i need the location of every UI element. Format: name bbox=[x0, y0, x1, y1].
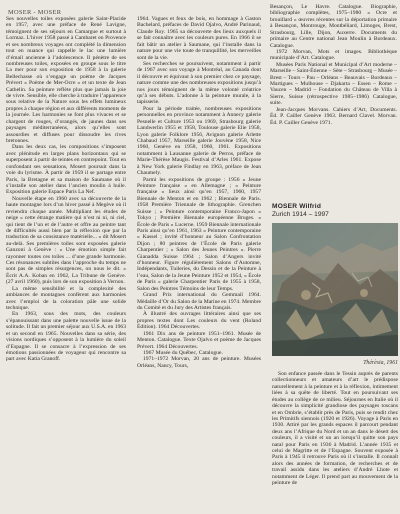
text-column-right-top bbox=[270, 4, 397, 200]
paragraph: Musées Paris National et Municipal d’Art moderne – Marseille – Saint-Étienne – Sète – Strasbourg – Musée – Brest – Tours – Pau – Orléans – Beauvais – Bordeaux – Martigues – Mulhouse – Djakarta – Essen – Rome – Vaucen – Madrid – Fondation du Château de Villa à Sierre, Suisse (rétrospective 1985–1986) Catalogue, suite. bbox=[270, 61, 397, 107]
text-column-right-bottom bbox=[272, 371, 398, 511]
paragraph: Dans les deux cas, les compositions s’imposent avec plénitude en larges plans horizontaux qui se superposent à partir de teintes en contrepoint. Tout en confondant ses sensations, Mosert poursuit dans la voie du lyrisme. À partir de 1959 il se partage entre Paris, la Bretagne et sa maison de Saumane où il s’installe son atelier dans l’ancien moulin à huile. Exposition galerie Espace Paris La Nef. bbox=[6, 144, 126, 196]
paragraph: La même sensibilité et la complexité des ambiances de montagnes confèrent aux harmonies avec l’emploi de la coloration pâle une solide technique. bbox=[6, 285, 126, 311]
paragraph: 1972 Morvan, Mots et images. Bibliothèque municipale d’Art. Catalogue. bbox=[270, 48, 397, 62]
artist-name: MOSER Wilfrid bbox=[272, 203, 322, 210]
paragraph: Besançon, Le Havre. Catalogue. Biographie, bibliographie complètes, 1975–1980 « Ocre et brouillard » œuvres récentes sur la déportation primaire à Besançon, Montrouge, Montbéliard, Limoges, Brest, Strasbourg, Lille, Dijon, Auxerre. Documents du primaire au Centre national Jean Moulin à Bordeaux. Catalogue. bbox=[270, 4, 397, 49]
text-column-middle bbox=[137, 16, 261, 510]
text-column-left bbox=[6, 16, 126, 512]
paragraph: À illustré des ouvrages littéraires ainsi que ses propres textes dont Les couleurs du vent (Roland Édition). 1964 Découvertes. bbox=[137, 311, 261, 331]
paragraph: Son enfance passée dans le Tessin auprès de parents collectionneurs et amateurs d’art le prédispose naturellement à la peinture et à la réflexion, intimement liées à sa quête de liberté. Tout en poursuivant ses études au collège de ce milieu. Séjournes en Italie où il découvre la simplicité grandiose des paysages toscans et en Ombrie, s’établit près de Paris, puis se rendit chez les Primitifs siennois (1920 et 1926). Voyage à Paris en 1930. Attiré par les grands espaces il parcourt pendant deux ans l’Afrique du Nord et un an dans le désert des couleurs, il a visité et un an lorsqu’il quitte son pays natal pour Paris en 1936 à Madrid. L’année 1935 et celui de Magritte et de l’Espagne. Souvent exposée à Paris à 1945 il retrouve Paris où il s’installe. Il connaît alors des années de formation, de recherches et de travail assidu dans les ateliers d’André Lhote et notamment de Léger. Il prend part au mouvement de la peinture de bbox=[272, 371, 398, 487]
paragraph: Pour la période traitée, nombreuses expositions personnelles en province notamment à Annecy galerie Pesnelle et Culture 1953 ou 1969, Strasbourg galerie Landwerlin 1955 et 1958, Toulouse galerie Elie 1958, Lyon galerie Folklore 1956, Avignon galerie Arlette Chabaud 1957, Marseille galerie Jouvène 1958, Nice 1960, Genève en 1958, 1960, 1961. Expositions notamment à Lausanne galerie de Perros, préface de Marie-Thérèse Maugis. Festival d’Arles 1961. Expose à New York galerie Findlay en 1963, préface de Jean Chaumely. bbox=[137, 105, 261, 177]
artist-dates: Zurich 1914 – 1997 bbox=[272, 211, 329, 218]
artist-entry-heading bbox=[272, 203, 397, 219]
running-head: MOSER - MOSER bbox=[8, 9, 62, 16]
painting-image bbox=[272, 223, 398, 356]
paragraph: 1961 Dix ans de peinture 1951–1961. Musée de Menton. Catalogue. Texte Ojalvo et poème de Jacques Prévert. 1964 Découvertes. bbox=[137, 330, 261, 350]
paragraph: Nouvelle étape en 1960 avec sa découverte de la haute montagne lors d’un hiver passé à Megève où il reviendra chaque année. Multipliant les études de neige « cette étrange matière qui n’est ni ni, ni ciel, qui tient de l’un et de l’autre et offre au peintre tant de difficultés aussi bien par la réflexion que par la traduction de sa consistance matérielle... » dit Mosert au-delà. Ses premières toiles sont exposées galerie Ganzoni à Genève : « Une émotion simple fait rayonner toutes ces toiles ... d’une grande harmonie. Ces résonances subtiles dans l’approche du temps ne sont pas de simples résurgences, on nous le dit. » Écrit A.A. Koban en 1962, La Tribune de Genève. (27 avril 1960), puis lors de son exposition à Vernon. bbox=[6, 195, 126, 286]
paragraph: 1971–1972 Morvan, 20 ans de peinture. Musées Orléans, Nancy, Tours, bbox=[137, 356, 261, 369]
paragraph: En 1963, sous des mots, des couleurs s’épanouissant dans une palette nouvelle issue de la solitude. Il fait un premier séjour aux U.S.A. en 1963 et un second en 1965. Nouvelles dans sa série, des visions nordiques s’opposent à la lumière du soleil d’Espagne. Il se consacre à l’expression de ses émotions passionnées de voyageur qui rencontre sa part avec Katia Granoff. bbox=[6, 311, 126, 363]
paragraph: Parmi les expositions de groupe : 1956 « Jeune Peinture française » en Allemagne ; « Peinture française » lieux ainsi qu’en 1957, 1960, 1957 Biennale de Menton et en 1962 ; Biennale de Paris. 1958 Première Triennale de lithographie. Grenchen Suisse ; « Peinture contemporaine Franco-Japon » Tokyo ; Première Biennale européenne Bruges. « École de Paris » Lucerne. 1959 Biennale internationale Paris ainsi qu’en 1961, 1963 « Peinture contemporaine » Kassel ; invité d’honneur au Salon Confrontation Dijon ; 80 peintres de l’École de Paris galerie Charpentier ; « Salon des Jeunes Peintres ». Pierre Gianadda Suisse 1964 ; Salon d’Angers invité d’honneur. Figure régulièrement Salons d’Automne, Indépendants, Tuileries, du Dessin et de la Peinture à l’eau, Salon de la Jeune Peinture 1952 et 1954, « École de Paris » galerie Charpentier Paris de 1955 à 1958, Salon des Peintres Témoins de leur Temps. bbox=[137, 176, 261, 292]
paragraph: 1967 Musée du Québec, Catalogue. bbox=[143, 349, 223, 356]
paragraph: Ses nouvelles toiles exposées galerie Saint-Placide en 1957, avec une préface de René Lavigne, témoignent de ses séjours en Camargue et surtout à Lormaz. L’hiver 1958 passé à Cambaret en Provence et ses nombreux voyages ont complété la dimension tout en nuance qui rappelle le lac une lumière d’émail ancienne à l’adolescence. Il pénètre de ses nombreuses toiles, exposées en groupe sous le titre La mer pour son exposition de 1958 à la galerie Bellechasse où s’engage un poème de Jacques Prévert « Poème de Mer-Ocre » et un texte de Jean Cathelin. Sa peinture reflète plus que jamais la joie de vivre. Sensible, elle cherche à traduire l’apparence sous relative de la Nature sous les effets lumineux propres à chaque région et aux différents moments de la journée. Les harmonies se font plus vivaces et se chargent de rouges, d’orangés, de jaunes dans ses paysages méditerranéens, alors qu’elles sont assourdies et diffuses pour dissoudre les rives bretonnes. bbox=[6, 16, 126, 145]
paragraph: 1964. Vagues et feux de bois, en hommage à Gaston Bachelard, préfaces de David Ojalvo, André Parinaud, Claude Roy. 1965 sa découverte des lieux auxquels il se fait connaître avec les couleurs pures. En 1966 il se fait bâtir un atelier à Saumane, qui l’installe dans la nature pour une vie toute de tranquillité, les merveilles sont de la vie. bbox=[137, 16, 261, 61]
painting-caption: Thérèsia, 1961 bbox=[363, 360, 398, 366]
paragraph: Jean-Jacques Morvans. Cahiers d’Art, Documents. Éd. P. Cailler Genève 1963. Bernard Clavel. Morvan. Éd. P. Cailler Genève 1971. bbox=[270, 106, 397, 126]
paragraph: Ses recherches se poursuivent, notamment à partir de 1967 avec son voyage à Montréal, au Canada dont il découvre et équivaut à son premier chez ce paysage, nature comme une des nombreuses expositions jusqu’à nos jours témoignent de la même volonté créatrice qu’à ses débuts. L’adonne à la peinture murale, à la tapisserie. bbox=[137, 60, 261, 106]
paragraph: Grand Prix international du Gemmail 1964. Médaille d’Or du Salon de la Marine en 1974. Membre du Comité et du Jury des Artistes français. bbox=[137, 292, 261, 311]
